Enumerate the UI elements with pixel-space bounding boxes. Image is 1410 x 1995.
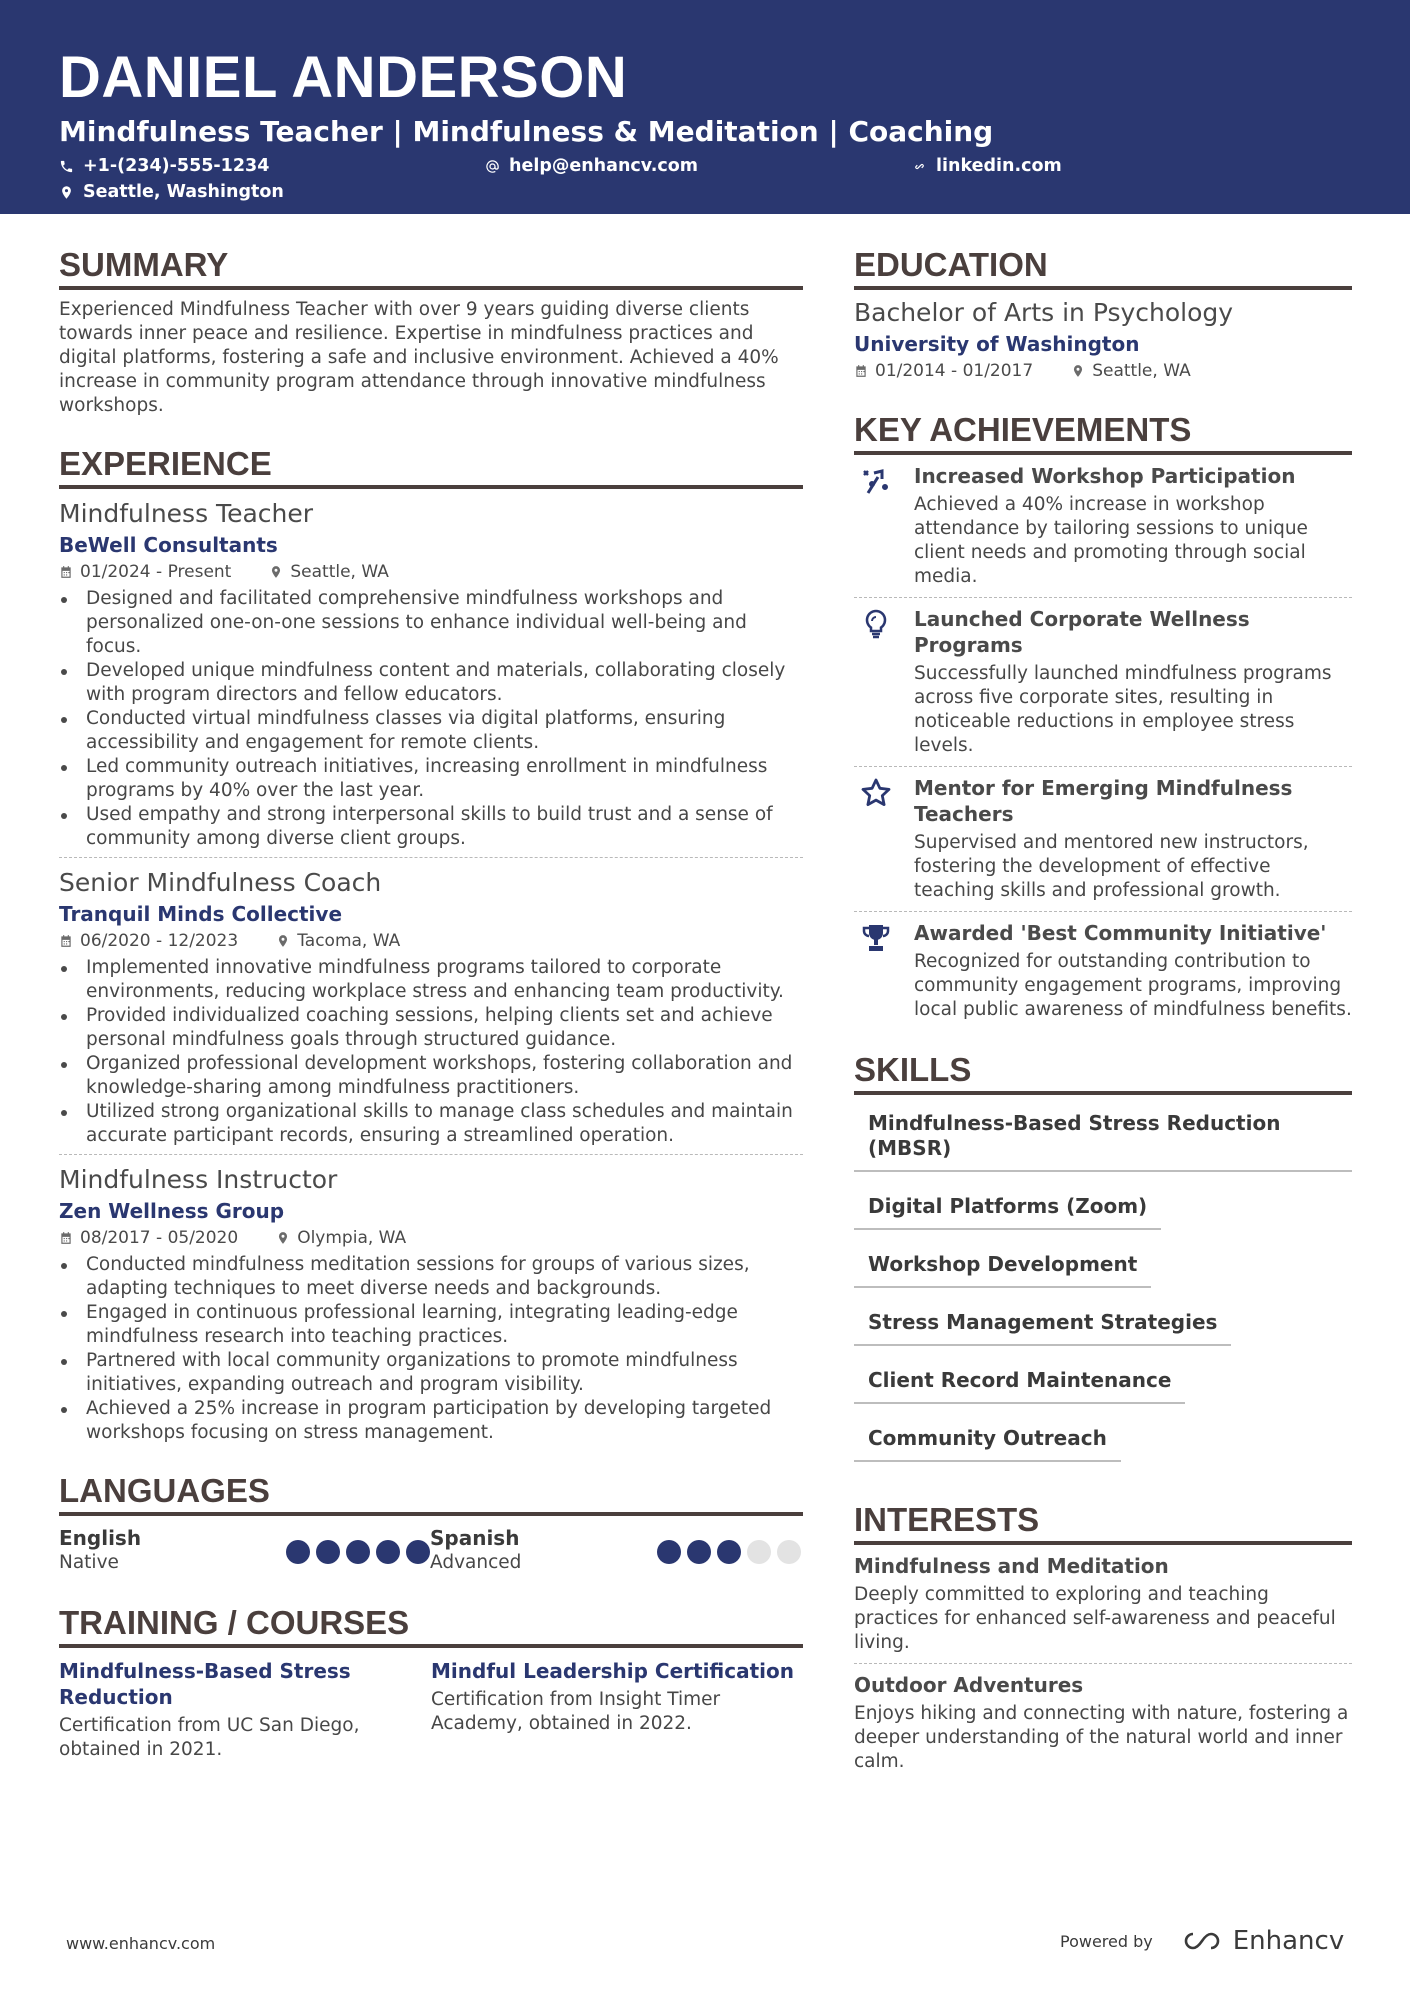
- job-title: Mindfulness Instructor: [59, 1165, 338, 1194]
- language-rating: [286, 1540, 430, 1575]
- location-text: Seattle, Washington: [83, 182, 284, 202]
- calendar-icon: [59, 565, 73, 579]
- skills-heading: SKILLS: [854, 1050, 1352, 1095]
- rating-dot: [777, 1540, 801, 1564]
- training-heading: TRAINING / COURSES: [59, 1603, 803, 1648]
- achievement-desc: Recognized for outstanding contribution to community engagement programs, improving local public awareness of mindfulness benefits.: [914, 951, 1352, 1020]
- job-bullet: Implemented innovative mindfulness programs tailored to corporate environments, reducing workplace stress and enhancing team productivity.: [59, 956, 803, 1004]
- job-bullet: Provided individualized coaching sessions, helping clients set and achieve personal mindfulness goals through structured guidance.: [59, 1004, 803, 1052]
- education-dates: 01/2014 - 01/2017: [875, 361, 1034, 381]
- job-bullet: Partnered with local community organizations to promote mindfulness initiatives, expanding outreach and program visibility.: [59, 1349, 803, 1397]
- job-title: Mindfulness Teacher: [59, 499, 314, 528]
- rating-dot: [406, 1540, 430, 1564]
- skill-tag: Community Outreach: [854, 1422, 1121, 1462]
- footer-website[interactable]: www.enhancv.com: [66, 1934, 216, 1953]
- calendar-icon: [59, 934, 73, 948]
- rating-dot: [376, 1540, 400, 1564]
- rating-dot: [747, 1540, 771, 1564]
- job-bullet: Designed and facilitated comprehensive mindfulness workshops and personalized one-on-one sessions to enhance individual well-being and focus.: [59, 587, 803, 659]
- interests-section: [854, 1500, 1352, 1782]
- resume-header: [0, 0, 1410, 214]
- contact-linkedin[interactable]: [912, 156, 1062, 176]
- job-bullets: [59, 956, 803, 1148]
- job-entry: [59, 866, 803, 1155]
- at-icon: [485, 159, 500, 174]
- education-location: Seattle, WA: [1092, 361, 1191, 381]
- right-column: [854, 245, 1352, 1802]
- achievement-desc: Successfully launched mindfulness programs across five corporate sites, resulting in noticeable reductions in employee stress levels.: [914, 663, 1332, 756]
- location-pin-icon: [276, 1231, 290, 1245]
- rating-dot: [346, 1540, 370, 1564]
- job-bullets: [59, 1253, 803, 1445]
- achievement-item: [854, 912, 1352, 1030]
- interest-item: [854, 1664, 1352, 1782]
- lightbulb-icon: [860, 608, 892, 640]
- achievements-section: [854, 410, 1352, 1030]
- interest-desc: Deeply committed to exploring and teaching practices for enhanced self-awareness and peaceful living.: [854, 1584, 1336, 1653]
- rating-dot: [286, 1540, 310, 1564]
- trophy-icon: [860, 922, 892, 954]
- education-meta: [854, 358, 1352, 384]
- footer-branding: [1060, 1926, 1344, 1956]
- achievement-title: Launched Corporate Wellness Programs: [914, 607, 1250, 657]
- achievement-item: [854, 455, 1352, 598]
- achievement-desc: Supervised and mentored new instructors, fostering the development of effective teaching skills and professional growth.: [914, 832, 1309, 901]
- interest-desc: Enjoys hiking and connecting with nature, fostering a deeper understanding of the natural world and inner calm.: [854, 1703, 1349, 1772]
- candidate-title: Mindfulness Teacher | Mindfulness & Meditation | Coaching: [59, 115, 994, 148]
- location-pin-icon: [1071, 364, 1085, 378]
- job-entry: [59, 1163, 803, 1451]
- location-pin-icon: [269, 565, 283, 579]
- enhancv-logo-icon: [1179, 1928, 1225, 1954]
- language-item: [59, 1526, 432, 1575]
- course-title: Mindful Leadership Certification: [431, 1659, 794, 1683]
- job-bullets: [59, 587, 803, 851]
- job-title: Senior Mindfulness Coach: [59, 868, 382, 897]
- summary-text: Experienced Mindfulness Teacher with over 9 years guiding diverse clients towards inner peace and resilience. Expertise in mindfulness practices and digital platforms, fostering a safe and inclusive environment. Achieved a 40% increase in community program attendance through innovative mindfulness workshops.: [59, 299, 779, 416]
- job-bullet: Utilized strong organizational skills to manage class schedules and maintain accurate participant records, ensuring a streamlined operation.: [59, 1100, 803, 1148]
- job-dates: 06/2020 - 12/2023: [80, 931, 239, 951]
- rating-dot: [717, 1540, 741, 1564]
- course-item: [59, 1658, 431, 1762]
- interest-title: Outdoor Adventures: [854, 1673, 1084, 1697]
- company-name: BeWell Consultants: [59, 533, 278, 557]
- achievement-desc: Achieved a 40% increase in workshop attendance by tailoring sessions to unique client needs and promoting through social media.: [914, 494, 1308, 587]
- training-section: [59, 1603, 803, 1762]
- language-name: Spanish: [430, 1526, 520, 1550]
- left-column: [59, 245, 803, 1782]
- language-level: Native: [59, 1552, 119, 1573]
- job-location: Olympia, WA: [297, 1228, 407, 1248]
- job-location: Seattle, WA: [290, 562, 389, 582]
- job-bullet: Developed unique mindfulness content and materials, collaborating closely with program directors and fellow educators.: [59, 659, 803, 707]
- candidate-name: DANIEL ANDERSON: [59, 45, 628, 110]
- interest-item: [854, 1545, 1352, 1664]
- language-name: English: [59, 1526, 142, 1550]
- language-item: [430, 1526, 803, 1575]
- skill-tag: Workshop Development: [854, 1248, 1151, 1288]
- course-desc: Certification from Insight Timer Academy, obtained in 2022.: [431, 1689, 721, 1734]
- link-icon: [912, 159, 927, 174]
- powered-by-label: Powered by: [1060, 1931, 1153, 1951]
- achievements-heading: KEY ACHIEVEMENTS: [854, 410, 1352, 455]
- achievement-title: Increased Workshop Participation: [914, 464, 1296, 488]
- calendar-icon: [59, 1231, 73, 1245]
- job-bullet: Conducted virtual mindfulness classes via digital platforms, ensuring accessibility and engagement for remote clients.: [59, 707, 803, 755]
- strategy-icon: [860, 465, 892, 497]
- skill-tag: Stress Management Strategies: [854, 1306, 1231, 1346]
- job-location: Tacoma, WA: [297, 931, 401, 951]
- languages-heading: LANGUAGES: [59, 1471, 803, 1516]
- company-name: Zen Wellness Group: [59, 1199, 285, 1223]
- contact-phone: [59, 156, 269, 176]
- skill-tag: Client Record Maintenance: [854, 1364, 1185, 1404]
- email-text: help@enhancv.com: [509, 156, 699, 176]
- achievement-item: [854, 598, 1352, 767]
- rating-dot: [316, 1540, 340, 1564]
- course-title: Mindfulness-Based Stress Reduction: [59, 1659, 351, 1709]
- contact-location: [59, 182, 284, 202]
- linkedin-text: linkedin.com: [936, 156, 1062, 176]
- location-pin-icon: [59, 185, 74, 200]
- experience-heading: EXPERIENCE: [59, 444, 803, 489]
- company-name: Tranquil Minds Collective: [59, 902, 343, 926]
- job-bullet: Organized professional development workshops, fostering collaboration and knowledge-sharing among mindfulness practitioners.: [59, 1052, 803, 1100]
- education-section: [854, 245, 1352, 384]
- location-pin-icon: [276, 934, 290, 948]
- language-level: Advanced: [430, 1552, 522, 1573]
- job-list: [59, 497, 803, 1451]
- job-meta: [59, 928, 803, 954]
- job-dates: 08/2017 - 05/2020: [80, 1228, 239, 1248]
- languages-section: [59, 1471, 803, 1575]
- education-heading: EDUCATION: [854, 245, 1352, 290]
- contact-email[interactable]: [485, 156, 698, 176]
- skill-tag: Mindfulness-Based Stress Reduction (MBSR): [854, 1107, 1352, 1172]
- achievement-item: [854, 767, 1352, 912]
- summary-heading: SUMMARY: [59, 245, 803, 290]
- job-dates: 01/2024 - Present: [80, 562, 232, 582]
- course-desc: Certification from UC San Diego, obtained in 2021.: [59, 1715, 360, 1760]
- degree: Bachelor of Arts in Psychology: [854, 298, 1234, 327]
- enhancv-logo[interactable]: [1179, 1926, 1344, 1956]
- rating-dot: [687, 1540, 711, 1564]
- job-meta: [59, 1225, 803, 1251]
- phone-text: +1-(234)-555-1234: [83, 156, 270, 176]
- summary-section: [59, 245, 803, 418]
- star-icon: [860, 777, 892, 809]
- job-bullet: Engaged in continuous professional learning, integrating leading-edge mindfulness research into teaching practices.: [59, 1301, 803, 1349]
- job-entry: [59, 497, 803, 858]
- course-item: [431, 1658, 803, 1762]
- job-meta: [59, 559, 803, 585]
- achievement-title: Mentor for Emerging Mindfulness Teachers: [914, 776, 1293, 826]
- interests-heading: INTERESTS: [854, 1500, 1352, 1545]
- phone-icon: [59, 159, 74, 174]
- job-bullet: Used empathy and strong interpersonal skills to build trust and a sense of community among diverse client groups.: [59, 803, 803, 851]
- calendar-icon: [854, 364, 868, 378]
- rating-dot: [657, 1540, 681, 1564]
- job-bullet: Led community outreach initiatives, increasing enrollment in mindfulness programs by 40% over the last year.: [59, 755, 803, 803]
- experience-section: [59, 444, 803, 1451]
- job-bullet: Achieved a 25% increase in program participation by developing targeted workshops focusing on stress management.: [59, 1397, 803, 1445]
- job-bullet: Conducted mindfulness meditation sessions for groups of various sizes, adapting techniques to meet diverse needs and backgrounds.: [59, 1253, 803, 1301]
- interest-title: Mindfulness and Meditation: [854, 1554, 1169, 1578]
- skill-tag: Digital Platforms (Zoom): [854, 1190, 1161, 1230]
- school-name: University of Washington: [854, 332, 1140, 356]
- brand-name: Enhancv: [1232, 1926, 1345, 1956]
- skills-section: [854, 1050, 1352, 1480]
- achievement-title: Awarded 'Best Community Initiative': [914, 921, 1327, 945]
- language-rating: [657, 1540, 801, 1575]
